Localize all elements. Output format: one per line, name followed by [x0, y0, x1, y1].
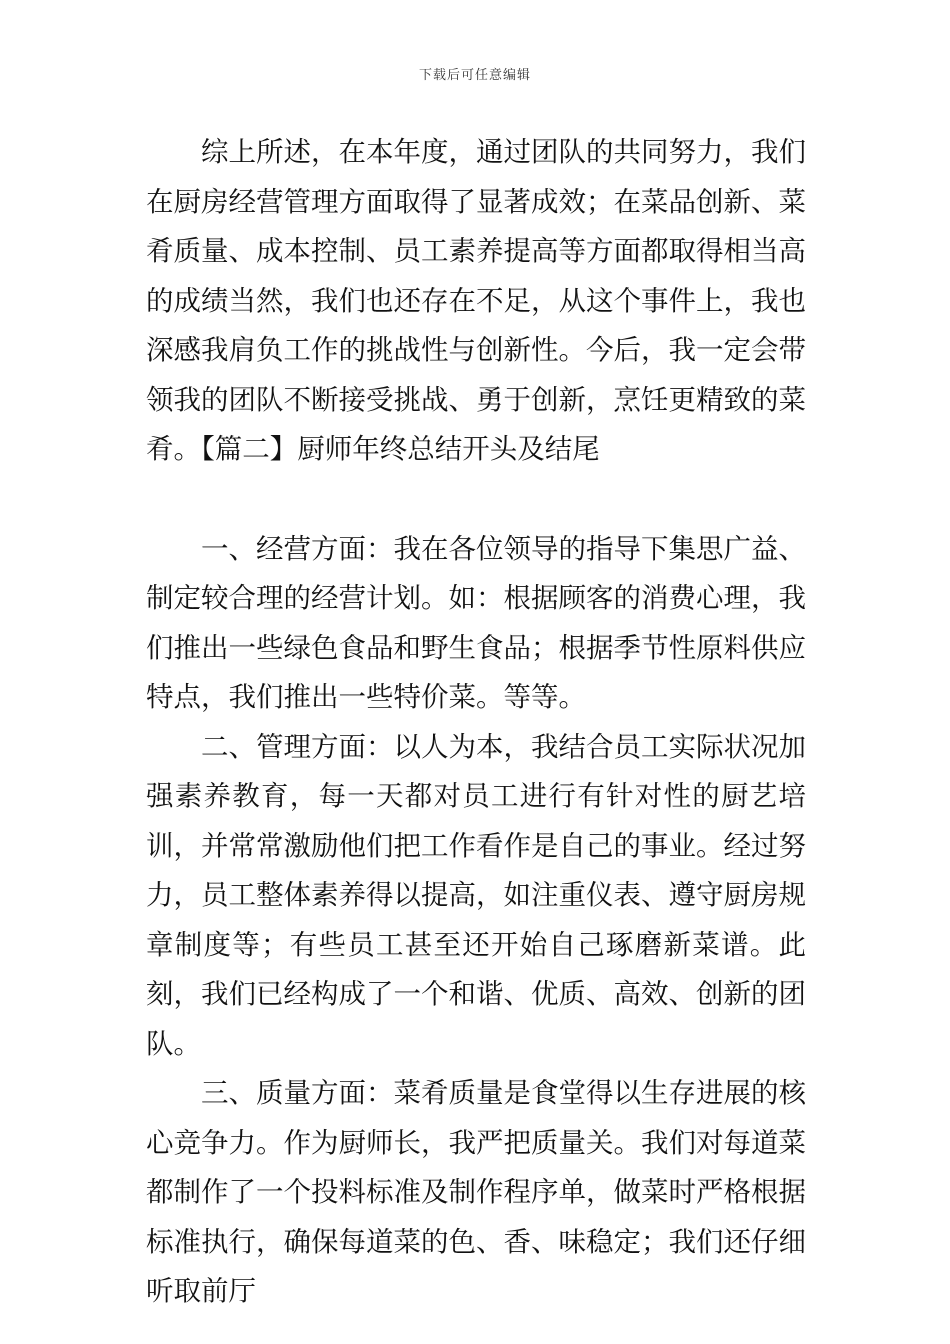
paragraph-management: 二、管理方面：以人为本，我结合员工实际状况加强素养教育，每一天都对员工进行有针对性的厨艺培训，并常常激励他们把工作看作是自己的事业。经过努力，员工整体素养得以提高，如注重仪表、遵守厨房规章制度等；有些员工甚至还开始自己琢磨新菜谱。此刻，我们已经构成了一个和谐、优质、高效、创新的团队。	[146, 730, 806, 1060]
paragraph-gap	[146, 475, 806, 525]
paragraph-quality: 三、质量方面：菜肴质量是食堂得以生存进展的核心竞争力。作为厨师长，我严把质量关。我们对每道菜都制作了一个投料标准及制作程序单，做菜时严格根据标准执行，确保每道菜的色、香、味稳定；我们还仔细听取前厅	[146, 1077, 806, 1307]
paragraph-operations: 一、经营方面：我在各位领导的指导下集思广益、制定较合理的经营计划。如：根据顾客的消费心理，我们推出一些绿色食品和野生食品；根据季节性原料供应特点，我们推出一些特价菜。等等。	[146, 532, 806, 713]
page-header: 下载后可任意编辑	[418, 68, 531, 83]
paragraph-summary: 综上所述，在本年度，通过团队的共同努力，我们在厨房经营管理方面取得了显著成效；在菜品创新、菜肴质量、成本控制、员工素养提高等方面都取得相当高的成绩当然，我们也还存在不足，从这个事件上，我也深感我肩负工作的挑战性与创新性。今后，我一定会带领我的团队不断接受挑战、勇于创新，烹饪更精致的菜肴。【篇二】厨师年终总结开头及结尾	[146, 136, 806, 465]
document-body	[146, 128, 806, 1317]
